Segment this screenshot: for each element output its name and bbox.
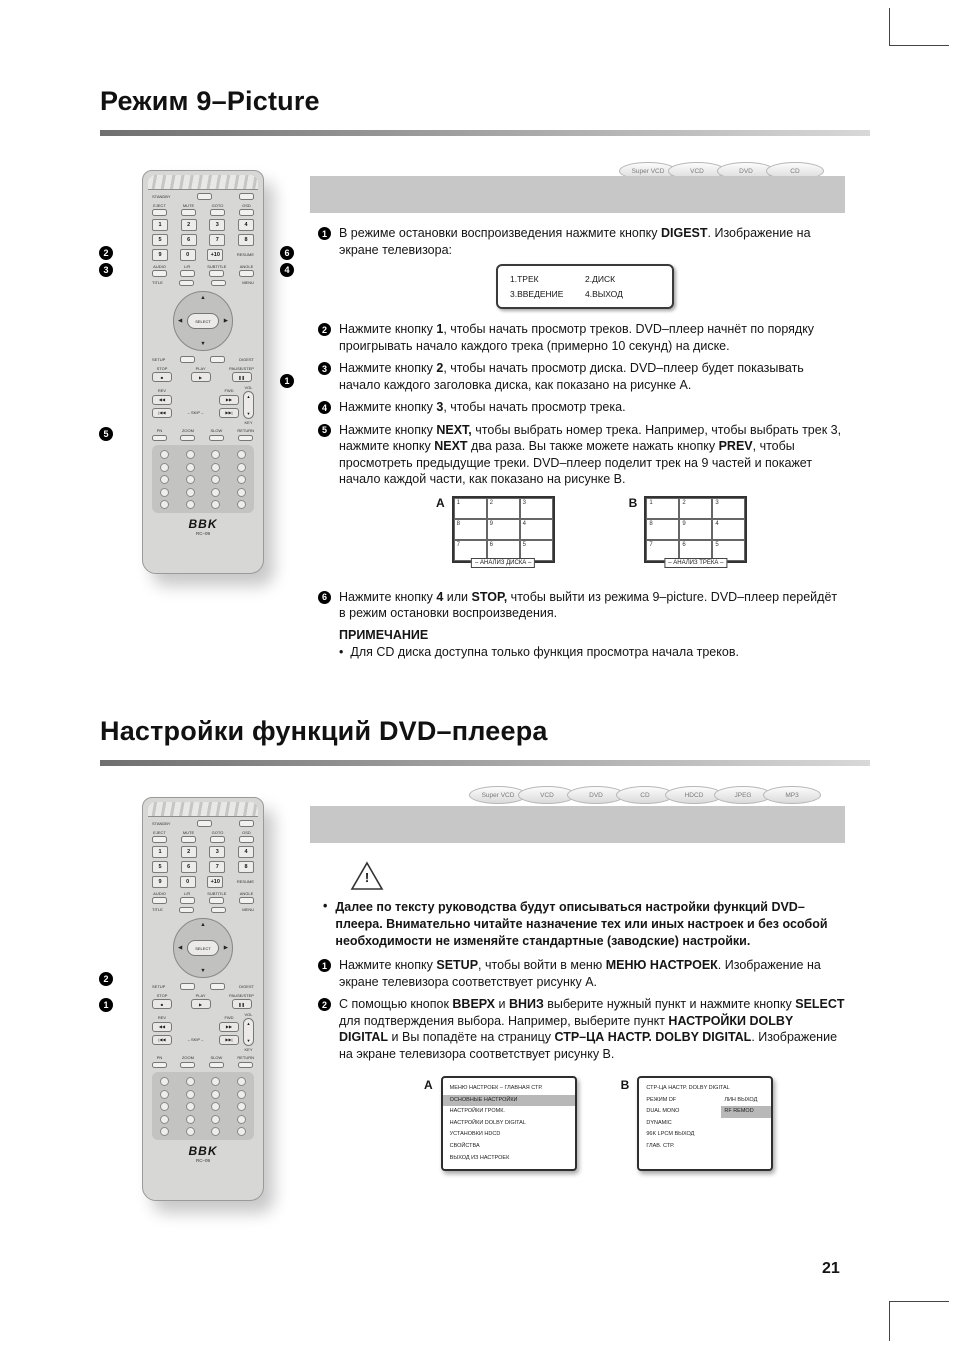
- step-text: Нажмите кнопку NEXT, чтобы выбрать номер трека. Например, чтобы выбрать трек 3, нажмите кнопку NEXT два раза. Вы также можете нажать кнопку PREV, чтобы просмотреть предыдущие треки. DVD–плеер поделит трек на 9 частей и покажет начало каждой части, как показано на рисунке B.: [339, 422, 842, 486]
- remote-function-button: EJECT: [152, 203, 167, 216]
- digit-button: 5: [152, 234, 168, 246]
- instruction-step: [318, 225, 845, 258]
- remote-model-label: RC–09: [195, 531, 210, 536]
- grid-cell: 5: [712, 540, 745, 561]
- callout-badge: 3: [99, 263, 113, 277]
- menu-a-label: A: [424, 1078, 433, 1093]
- remote-top-decoration: [148, 802, 258, 817]
- right-arrow-icon: ▶: [223, 945, 228, 951]
- transport-button: PAUSE/STEP ❚❚: [229, 366, 254, 383]
- bullet-icon: •: [323, 899, 328, 913]
- remote-function-button: SUBTITLE: [207, 264, 226, 277]
- trick-button: FWD ▶▶: [219, 1015, 239, 1032]
- warning-icon: [350, 861, 384, 891]
- left-arrow-icon: ◀: [178, 945, 183, 951]
- remote-function-button: AUDIO: [152, 891, 167, 904]
- trick-button: REV ◀◀: [152, 388, 172, 405]
- remote-function-button: ANGLE: [239, 891, 254, 904]
- remote-function-row: [152, 830, 254, 843]
- menu-item: НАСТРОЙКИ ГРОМК.: [449, 1108, 505, 1115]
- down-arrow-icon: ▼: [200, 968, 206, 974]
- instruction-panel-1: [310, 176, 845, 660]
- down-arrow-icon: ▼: [200, 341, 206, 347]
- standby-label: STANDBY: [152, 820, 171, 826]
- remote-function-row: [152, 203, 254, 216]
- skip-prev-button: |◀◀: [152, 408, 172, 418]
- digit-button: 8: [238, 861, 254, 873]
- grid-cell: 7: [454, 540, 487, 561]
- crop-mark: [889, 1301, 949, 1302]
- callout-badge: 1: [99, 998, 113, 1012]
- remote-function-button: GOTO: [210, 830, 225, 843]
- remote-function-button: SUBTITLE: [207, 891, 226, 904]
- digest-label: DIGEST: [239, 983, 254, 989]
- key-label: KEY: [244, 420, 253, 425]
- step-number-badge: 1: [318, 959, 331, 972]
- digit-row-2: [152, 861, 254, 873]
- callout-badge: 1: [280, 374, 294, 388]
- section2-title: Настройки функций DVD–плеера: [100, 716, 548, 746]
- select-button: SELECT: [187, 940, 219, 956]
- menu-screen-b: [621, 1076, 774, 1171]
- right-arrow-icon: ▶: [223, 318, 228, 324]
- remote-function-button: ANGLE: [239, 264, 254, 277]
- digest-button: [210, 356, 225, 363]
- transport-button: PLAY ▶: [191, 366, 211, 383]
- menu-item: 96K LPCM ВЫХОД: [646, 1131, 695, 1138]
- transport-button: PLAY ▶: [191, 993, 211, 1010]
- power-button: [239, 193, 254, 200]
- digit-row-1: [152, 219, 254, 231]
- bullet-icon: •: [339, 644, 344, 659]
- resume-label: RESUME: [236, 879, 254, 884]
- analysis-grids: [436, 495, 845, 566]
- remote-area-1: [142, 170, 268, 574]
- instruction-step: [318, 957, 845, 990]
- disc-badge: CD: [766, 162, 824, 180]
- transport-row: [152, 993, 254, 1010]
- callout-badge: 2: [99, 972, 113, 986]
- instruction-step: [318, 321, 845, 354]
- remote-function-button: MUTE: [181, 830, 196, 843]
- grid-cell: 1: [454, 498, 487, 519]
- digest-button: [210, 983, 225, 990]
- menu-button: [211, 907, 226, 914]
- exclamation-mark: !: [364, 870, 370, 885]
- remote-function-button: PN: [152, 428, 167, 441]
- grid-b-caption: – АНАЛИЗ ТРЕКА –: [664, 558, 727, 568]
- trick-row: [152, 388, 239, 405]
- standby-label: STANDBY: [152, 193, 171, 199]
- menu-item: СВОЙСТВА: [449, 1142, 480, 1149]
- steps-part-2: [318, 321, 845, 488]
- volume-rocker: [243, 1012, 254, 1052]
- disc-badge: VCD: [668, 162, 726, 180]
- disc-badge: VCD: [518, 786, 576, 804]
- menu-b-label: B: [620, 1078, 630, 1093]
- note-line: [339, 644, 845, 661]
- remote-extra-buttons: [152, 1072, 254, 1140]
- remote-function-button: L/R: [180, 891, 195, 904]
- instruction-panel-2: [310, 806, 845, 1171]
- menu-item: RF REMOD: [721, 1106, 771, 1118]
- title-label: TITLE: [152, 907, 163, 913]
- grid-cell: 5: [520, 540, 553, 561]
- menu-label: MENU: [242, 280, 254, 286]
- volume-label: VOL: [244, 385, 253, 390]
- menu-screens: [424, 1076, 845, 1171]
- menu-item: ЛИН ВЫХОД: [724, 1096, 758, 1103]
- step-text: Нажмите кнопку 4 или STOP, чтобы выйти из режима 9–picture. DVD–плеер перейдёт в режим остановки воспроизведения.: [339, 589, 838, 620]
- remote-function-button: RETURN: [237, 428, 254, 441]
- remote-function-button: OSD: [239, 830, 254, 843]
- instruction-step: [318, 996, 845, 1062]
- bottom-function-row: [152, 1055, 254, 1068]
- step-text: Нажмите кнопку 3, чтобы начать просмотр трека.: [339, 400, 626, 414]
- disc-badge: DVD: [567, 786, 625, 804]
- instruction-step: [318, 399, 845, 416]
- grid-b-label: B: [628, 495, 638, 510]
- title-button: [179, 907, 194, 914]
- volume-rocker: [243, 385, 254, 425]
- standby-button: [197, 193, 212, 200]
- disc-badge: JPEG: [714, 786, 772, 804]
- disc-badge: Super VCD: [469, 786, 527, 804]
- trick-row: [152, 1015, 239, 1032]
- menu-item: DYNAMIC: [646, 1119, 672, 1126]
- brand-logo: BBK: [188, 517, 218, 531]
- crop-mark: [889, 45, 949, 46]
- section2-rule: [100, 760, 870, 766]
- power-button: [239, 820, 254, 827]
- remote-function-button: OSD: [239, 203, 254, 216]
- callout-badge: 2: [99, 246, 113, 260]
- tv-screen-box: [496, 264, 674, 309]
- digit-button: 1: [152, 846, 168, 858]
- step-number-badge: 2: [318, 323, 331, 336]
- menu-item: ГЛАВ. СТР.: [646, 1142, 675, 1149]
- title-button: [179, 280, 194, 287]
- volume-down-icon: ▼: [246, 411, 251, 416]
- skip-next-button: ▶▶|: [219, 408, 239, 418]
- menu-button: [211, 280, 226, 287]
- grid-cell: 6: [679, 540, 712, 561]
- grid-cell: 3: [712, 498, 745, 519]
- instruction-step: [318, 360, 845, 393]
- screen-menu-item: 2.ДИСК: [585, 274, 616, 284]
- digit-button: 0: [180, 876, 196, 888]
- intro-text: Далее по тексту руководства будут описываться настройки функций DVD–плеера. Внимательно читайте назначение тех или иных настроек и без особой необходимости не изменяйте стандартные (заводские) настройки.: [335, 900, 828, 948]
- instruction-step: [318, 422, 845, 488]
- volume-label: VOL: [244, 1012, 253, 1017]
- skip-prev-button: |◀◀: [152, 1035, 172, 1045]
- digit-button: 4: [238, 846, 254, 858]
- disc-badge: DVD: [717, 162, 775, 180]
- screen-menu-item: 3.ВВЕДЕНИЕ: [510, 289, 564, 299]
- disc-badge: Super VCD: [619, 162, 677, 180]
- crop-mark: [889, 8, 890, 46]
- digest-label: DIGEST: [239, 356, 254, 362]
- remote-function-button: ZOOM: [180, 1055, 195, 1068]
- panel-header-strip: [310, 806, 845, 843]
- remote-top-decoration: [148, 175, 258, 190]
- step-text: Нажмите кнопку SETUP, чтобы войти в меню МЕНЮ НАСТРОЕК. Изображение на экране телевизора соответствует рисунку A.: [339, 958, 821, 989]
- menu-item: ВЫХОД ИЗ НАСТРОЕК: [449, 1154, 510, 1161]
- grid-cell: 2: [487, 498, 520, 519]
- digit-button: 0: [180, 249, 196, 261]
- grid-b: [628, 495, 748, 566]
- disc-badge: HDCD: [665, 786, 723, 804]
- step-number-badge: 4: [318, 401, 331, 414]
- digit-button: 7: [209, 861, 225, 873]
- steps-section2: [318, 957, 845, 1062]
- trick-button: REV ◀◀: [152, 1015, 172, 1032]
- digit-button: 6: [181, 861, 197, 873]
- grid-cell: 4: [712, 519, 745, 540]
- grid-a: [436, 495, 555, 566]
- menu-item: НАСТРОЙКИ DOLBY DIGITAL: [449, 1119, 526, 1126]
- remote-function-button: L/R: [180, 264, 195, 277]
- digit-button: 7: [209, 234, 225, 246]
- transport-row: [152, 366, 254, 383]
- remote-function-button: EJECT: [152, 830, 167, 843]
- skip-label: – SKIP –: [187, 410, 204, 415]
- step-text: В режиме остановки воспроизведения нажмите кнопку DIGEST. Изображение на экране телевизора:: [339, 226, 811, 257]
- digit-button: 9: [152, 876, 168, 888]
- key-label: KEY: [244, 1047, 253, 1052]
- navigation-pad: [173, 918, 233, 978]
- remote-model-label: RC–09: [195, 1158, 210, 1163]
- bottom-function-row: [152, 428, 254, 441]
- skip-label: – SKIP –: [187, 1037, 204, 1042]
- up-arrow-icon: ▲: [200, 295, 206, 301]
- menu-label: MENU: [242, 907, 254, 913]
- grid-cell: 2: [679, 498, 712, 519]
- audio-row: [152, 264, 254, 277]
- menu-screen-a: [424, 1076, 577, 1171]
- setup-label: SETUP: [152, 356, 166, 362]
- left-arrow-icon: ◀: [178, 318, 183, 324]
- volume-up-icon: ▲: [246, 1021, 251, 1026]
- note-text: Для CD диска доступна только функция просмотра начала треков.: [350, 644, 739, 659]
- up-arrow-icon: ▲: [200, 922, 206, 928]
- digit-button: 1: [152, 219, 168, 231]
- digit-button: 4: [238, 219, 254, 231]
- crop-mark: [889, 1301, 890, 1341]
- step-text: С помощью кнопок ВВЕРХ и ВНИЗ выберите нужный пункт и нажмите кнопку SELECT для подтверждения выбора. Например, выберите пункт НАСТРОЙКИ DOLBY DIGITAL и Вы попадёте на страницу СТР–ЦА НАСТР. DOLBY DIGITAL. Изображение на экране телевизора соответствует рисунку B.: [339, 997, 845, 1061]
- menu-item: ОСНОВНЫЕ НАСТРОЙКИ: [443, 1095, 575, 1107]
- digit-button: 2: [181, 846, 197, 858]
- remote-function-button: SLOW: [209, 1055, 224, 1068]
- grid-cell: 8: [454, 519, 487, 540]
- transport-button: STOP ■: [152, 993, 172, 1010]
- skip-next-button: ▶▶|: [219, 1035, 239, 1045]
- grid-a-caption: – АНАЛИЗ ДИСКА –: [471, 558, 535, 568]
- remote-function-button: MUTE: [181, 203, 196, 216]
- digit-button: +10: [207, 249, 223, 261]
- remote-function-button: SLOW: [209, 428, 224, 441]
- digit-button: 5: [152, 861, 168, 873]
- disc-badge: MP3: [763, 786, 821, 804]
- step-number-badge: 5: [318, 424, 331, 437]
- menu-item: РЕЖИМ DF: [646, 1096, 677, 1103]
- disc-format-badges-2: [478, 786, 821, 804]
- callout-badge: 5: [99, 427, 113, 441]
- setup-button: [180, 983, 195, 990]
- select-button: SELECT: [187, 313, 219, 329]
- step-number-badge: 1: [318, 227, 331, 240]
- page-number: 21: [822, 1260, 840, 1277]
- title-label: TITLE: [152, 280, 163, 286]
- standby-button: [197, 820, 212, 827]
- transport-button: PAUSE/STEP ❚❚: [229, 993, 254, 1010]
- setup-button: [180, 356, 195, 363]
- section1-title: Режим 9–Picture: [100, 86, 320, 116]
- grid-cell: 1: [646, 498, 679, 519]
- steps-part-3: [318, 589, 845, 622]
- grid-cell: 8: [646, 519, 679, 540]
- remote-function-button: PN: [152, 1055, 167, 1068]
- intro-paragraph: [318, 899, 845, 949]
- screen-menu-item: 4.ВЫХОД: [585, 289, 623, 299]
- step-text: Нажмите кнопку 1, чтобы начать просмотр треков. DVD–плеер начнёт по порядку проигрывать начало каждого трека (примерно 10 секунд) на диске.: [339, 322, 815, 353]
- note-title: ПРИМЕЧАНИЕ: [339, 627, 429, 642]
- remote-function-button: AUDIO: [152, 264, 167, 277]
- digit-button: 2: [181, 219, 197, 231]
- grid-cell: 9: [487, 519, 520, 540]
- navigation-pad: [173, 291, 233, 351]
- grid-cell: 9: [679, 519, 712, 540]
- grid-cell: 7: [646, 540, 679, 561]
- step-number-badge: 6: [318, 591, 331, 604]
- trick-button: FWD ▶▶: [219, 388, 239, 405]
- remote-function-button: RETURN: [237, 1055, 254, 1068]
- remote-extra-buttons: [152, 445, 254, 513]
- step-text: Нажмите кнопку 2, чтобы начать просмотр диска. DVD–плеер будет показывать начало каждого заголовка диска, как показано на рисунке A.: [339, 361, 804, 392]
- step-number-badge: 3: [318, 362, 331, 375]
- brand-logo: BBK: [188, 1144, 218, 1158]
- digit-button: 9: [152, 249, 168, 261]
- digit-button: 3: [209, 846, 225, 858]
- remote-control-illustration: [142, 170, 264, 574]
- section1-rule: [100, 130, 870, 136]
- remote-function-button: ZOOM: [180, 428, 195, 441]
- grid-cell: 4: [520, 519, 553, 540]
- grid-cell: 3: [520, 498, 553, 519]
- disc-badge: CD: [616, 786, 674, 804]
- menu-item: УСТАНОВКИ HDCD: [449, 1131, 501, 1138]
- callout-badge: 6: [280, 246, 294, 260]
- volume-up-icon: ▲: [246, 394, 251, 399]
- volume-down-icon: ▼: [246, 1038, 251, 1043]
- audio-row: [152, 891, 254, 904]
- grid-cell: 6: [487, 540, 520, 561]
- digit-button: 3: [209, 219, 225, 231]
- menu-item: DUAL MONO: [646, 1108, 680, 1115]
- screen-menu-item: 1.ТРЕК: [510, 274, 539, 284]
- step-number-badge: 2: [318, 998, 331, 1011]
- instruction-step: [318, 589, 845, 622]
- remote-area-2: [142, 797, 268, 1201]
- transport-button: STOP ■: [152, 366, 172, 383]
- menu-b-title: СТР-ЦА НАСТР. DOLBY DIGITAL: [646, 1085, 730, 1092]
- setup-label: SETUP: [152, 983, 166, 989]
- panel-header-strip: [310, 176, 845, 213]
- menu-a-title: МЕНЮ НАСТРОЕК – ГЛАВНАЯ СТР.: [449, 1085, 543, 1092]
- digit-button: +10: [207, 876, 223, 888]
- remote-control-illustration: [142, 797, 264, 1201]
- digit-button: 8: [238, 234, 254, 246]
- digit-row-1: [152, 846, 254, 858]
- callout-badge: 4: [280, 263, 294, 277]
- digit-button: 6: [181, 234, 197, 246]
- digit-row-2: [152, 234, 254, 246]
- remote-function-button: GOTO: [210, 203, 225, 216]
- steps-part-1: [318, 225, 845, 258]
- resume-label: RESUME: [236, 252, 254, 257]
- grid-a-label: A: [436, 495, 445, 510]
